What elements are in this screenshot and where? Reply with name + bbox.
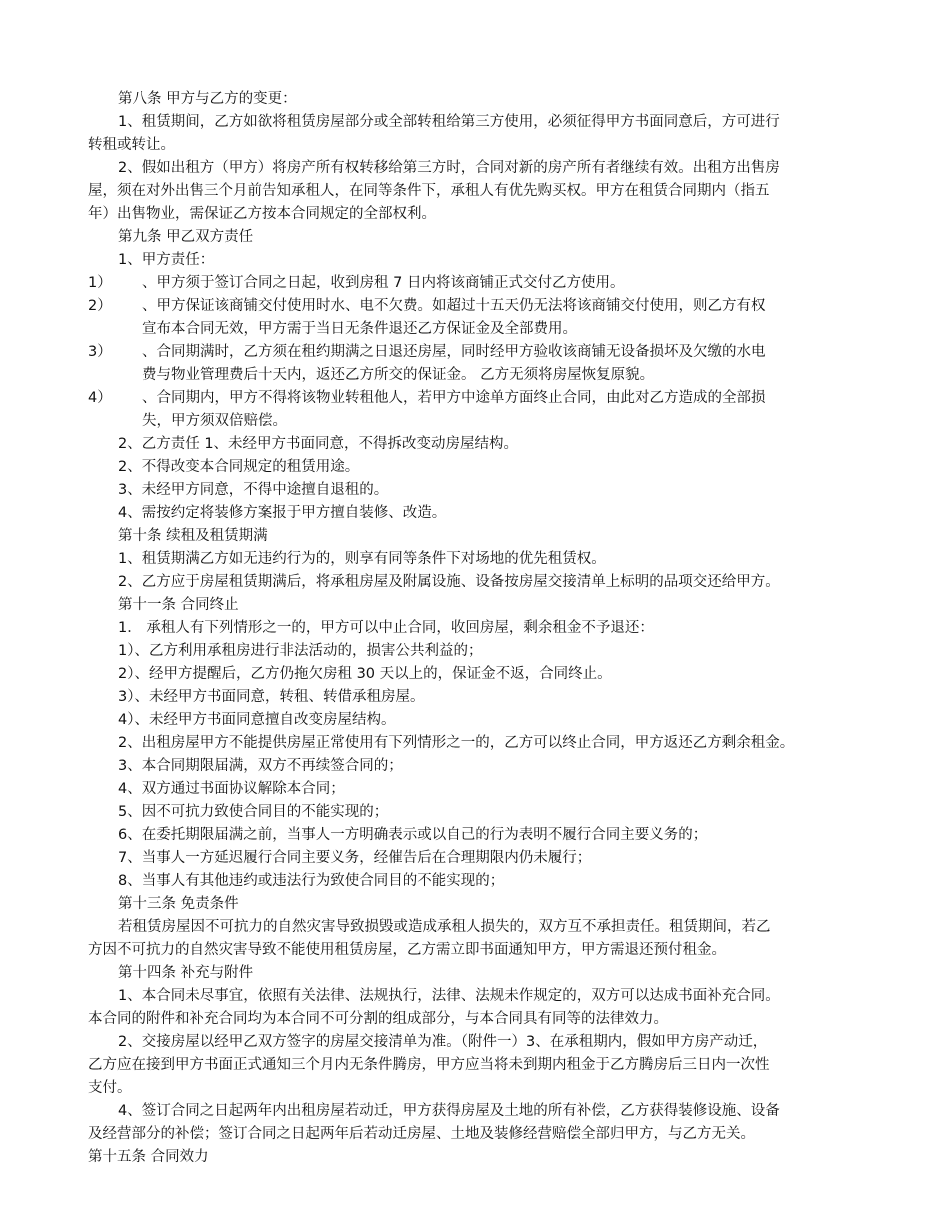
article-11-line: 4）、未经甲方书面同意擅自改变房屋结构。 [118, 712, 396, 728]
article-9-item-1 [88, 272, 874, 295]
article-8-heading: 第八条 甲方与乙方的变更： [118, 91, 297, 107]
item-text-line: 费与物业管理费后十天内，返还乙方所交的保证金。 乙方无须将房屋恢复原貌。 [142, 367, 655, 383]
item-text-line: 、合同期内，甲方不得将该物业转租他人，若甲方中途单方面终止合同，由此对乙方造成的全部损 [142, 390, 766, 406]
article-10-line: 1、租赁期满乙方如无违约行为的，则享有同等条件下对场地的优先租赁权。 [118, 551, 606, 567]
item-number: 1） [88, 275, 112, 291]
article-9-item-3 [88, 341, 874, 387]
article-8-para-1-line-2: 转租或转让。 [88, 137, 175, 153]
article-8-para-2-line-1: 2、假如出租方（甲方）将房产所有权转移给第三方时，合同对新的房产所有者继续有效。出租方出售房 [118, 160, 780, 176]
article-9-party-b-line: 3、未经甲方同意，不得中途擅自退租的。 [118, 482, 389, 498]
article-11-line: 2）、经甲方提醒后，乙方仍拖欠房租 30 天以上的，保证金不返，合同终止。 [118, 666, 612, 682]
article-14-para-3-line-2: 及经营部分的补偿；签订合同之日起两年后若动迁房屋、土地及装修经营赔偿全部归甲方，与乙方无关。 [88, 1126, 755, 1142]
item-text-line: 、甲方须于签订合同之日起，收到房租 7 日内将该商铺正式交付乙方使用。 [142, 275, 625, 291]
item-number: 4） [88, 390, 112, 406]
article-9-heading: 第九条 甲乙双方责任 [118, 229, 254, 245]
article-14-para-2-line-2: 乙方应在接到甲方书面正式通知三个月内无条件腾房，甲方应当将未到期内租金于乙方腾房后三日内一次性 [88, 1057, 770, 1073]
article-11-line: 6、在委托期限届满之前，当事人一方明确表示或以自己的行为表明不履行合同主要义务的； [118, 827, 708, 843]
item-number: 3） [88, 344, 112, 360]
article-9-party-b-line: 2、不得改变本合同规定的租赁用途。 [118, 459, 360, 475]
article-11-line: 1）、乙方利用承租房进行非法活动的，损害公共利益的； [118, 643, 483, 659]
article-13-heading: 第十三条 免责条件 [118, 896, 239, 912]
article-9-item-4 [88, 387, 874, 433]
article-11-line: 3）、未经甲方书面同意，转租、转借承租房屋。 [118, 689, 425, 705]
article-11-line: 7、当事人一方延迟履行合同主要义务，经催告后在合理期限内仍未履行； [118, 850, 592, 866]
article-9-party-b-duties: 2、乙方责任 1、未经甲方书面同意，不得拆改变动房屋结构。 [118, 436, 519, 452]
article-10-line: 2、乙方应于房屋租赁期满后，将承租房屋及附属设施、设备按房屋交接清单上标明的品项交还给甲方。 [118, 574, 780, 590]
article-9-party-b-line: 4、需按约定将装修方案报于甲方擅自装修、改造。 [118, 505, 447, 521]
item-text-line: 、合同期满时，乙方须在租约期满之日退还房屋，同时经甲方验收该商铺无设备损坏及欠缴的水电 [142, 344, 766, 360]
article-11-heading: 第十一条 合同终止 [118, 597, 239, 613]
article-11-line: 5、因不可抗力致使合同目的不能实现的； [118, 804, 389, 820]
article-11-line: 4、双方通过书面协议解除本合同； [118, 781, 345, 797]
article-14-para-3-line-1: 4、签订合同之日起两年内出租房屋若动迁，甲方获得房屋及土地的所有补偿，乙方获得装修设施、设备 [118, 1103, 780, 1119]
article-15-heading: 第十五条 合同效力 [88, 1149, 209, 1165]
article-14-heading: 第十四条 补充与附件 [118, 965, 254, 981]
article-9-item-2 [88, 295, 874, 341]
article-11-line: 8、当事人有其他违约或违法行为致使合同目的不能实现的； [118, 873, 505, 889]
article-8-para-1-line-1: 1、租赁期间，乙方如欲将租赁房屋部分或全部转租给第三方使用，必须征得甲方书面同意后，方可进行 [118, 114, 780, 130]
article-11-line: 3、本合同期限届满，双方不再续签合同的； [118, 758, 403, 774]
article-9-party-a-duties: 1、甲方责任： [118, 252, 215, 268]
item-text-line: 宣布本合同无效，甲方需于当日无条件退还乙方保证金及全部费用。 [142, 321, 577, 337]
article-11-line: 1． 承租人有下列情形之一的，甲方可以中止合同，收回房屋，剩余租金不予退还： [118, 620, 654, 636]
item-number: 2） [88, 298, 112, 314]
article-8-para-2-line-3: 年）出售物业，需保证乙方按本合同规定的全部权利。 [88, 206, 436, 222]
article-14-para-2-line-1: 2、交接房屋以经甲乙双方签字的房屋交接清单为准。（附件一）3、在承租期内，假如甲方房产动迁， [118, 1034, 768, 1050]
article-8-para-2-line-2: 屋，须在对外出售三个月前告知承租人，在同等条件下，承租人有优先购买权。甲方在租赁合同期内（指五 [88, 183, 770, 199]
article-13-line-2: 方因不可抗力的自然灾害导致不能使用租赁房屋，乙方需立即书面通知甲方，甲方需退还预付租金。 [88, 942, 726, 958]
article-14-para-2-line-3: 支付。 [88, 1080, 132, 1096]
article-10-heading: 第十条 续租及租赁期满 [118, 528, 268, 544]
article-14-para-1-line-1: 1、本合同未尽事宜，依照有关法律、法规执行，法律、法规未作规定的，双方可以达成书面补充合同。 [118, 988, 780, 1004]
article-11-line: 2、出租房屋甲方不能提供房屋正常使用有下列情形之一的，乙方可以终止合同，甲方返还乙方剩余租金。 [118, 735, 795, 751]
article-14-para-1-line-2: 本合同的附件和补充合同均为本合同不可分割的组成部分，与本合同具有同等的法律效力。 [88, 1011, 668, 1027]
article-13-line-1: 若租赁房屋因不可抗力的自然灾害导致损毁或造成承租人损失的，双方互不承担责任。租赁期间，若乙 [118, 919, 771, 935]
contract-page [88, 88, 874, 1169]
item-text-line: 、甲方保证该商铺交付使用时水、电不欠费。如超过十五天仍无法将该商铺交付使用，则乙方有权 [142, 298, 766, 314]
item-text-line: 失，甲方须双倍赔偿。 [142, 413, 287, 429]
